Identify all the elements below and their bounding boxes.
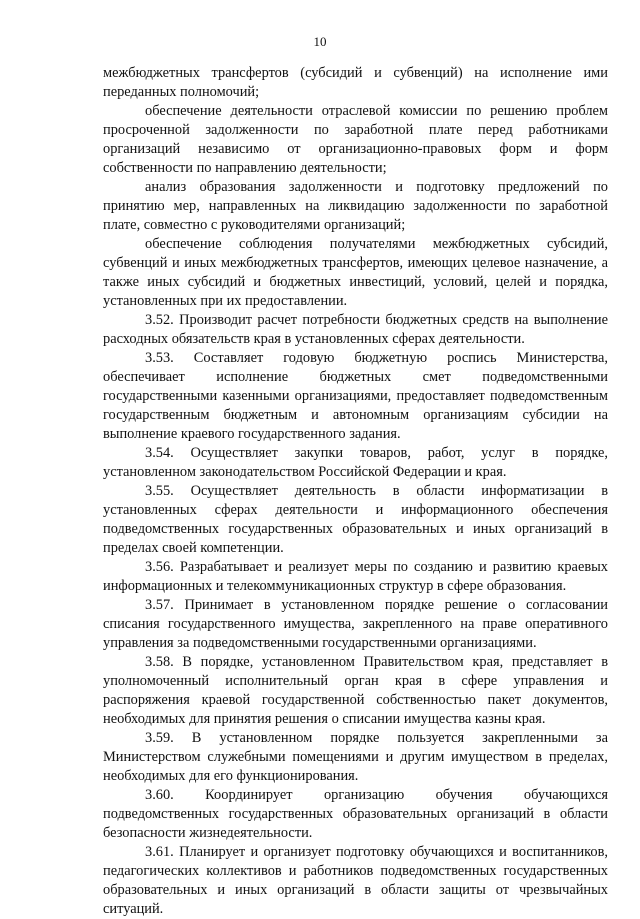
paragraph-3-53: 3.53. Составляет годовую бюджетную роспись Министерства, обеспечивает исполнение бюджетных смет подведомственными государственными казенными организациями, предоставляет подведомственным государственным бюджетным и автономным организациям субсидии на выполнение краевого государственного задания. [103,350,608,442]
paragraph-3-59: 3.59. В установленном порядке пользуется закрепленными за Министерством служебными помещениями и другим имуществом в пределах, необходимых для его функционирования. [103,730,608,784]
paragraph-continuation: межбюджетных трансфертов (субсидий и субвенций) на исполнение ими переданных полномочий; [103,65,608,100]
paragraph-3-56: 3.56. Разрабатывает и реализует меры по созданию и развитию краевых информационных и телекоммуникационных структур в сфере образования. [103,559,608,594]
paragraph-3-54: 3.54. Осуществляет закупки товаров, работ, услуг в порядке, установленном законодательством Российской Федерации и края. [103,445,608,480]
paragraph-3-61: 3.61. Планирует и организует подготовку обучающихся и воспитанников, педагогических коллективов и работников подведомственных государственных образовательных и иных организаций в области защиты от чрезвычайных ситуаций. [103,844,608,917]
paragraph-3-55: 3.55. Осуществляет деятельность в области информатизации в установленных сферах деятельности и информационного обеспечения подведомственных государственных образовательных и иных организаций в пределах своей компетенции. [103,483,608,556]
paragraph-debt-analysis: анализ образования задолженности и подготовку предложений по принятию мер, направленных на ликвидацию задолженности по заработной плате, совместно с руководителями организаций; [103,179,608,233]
document-body [103,64,608,919]
paragraph-3-58: 3.58. В порядке, установленном Правительством края, представляет в уполномоченный исполнительный орган края в сфере управления и распоряжения краевой государственной собственностью пакет документов, необходимых для принятия решения о списании имущества казны края. [103,654,608,727]
paragraph-transfers-compliance: обеспечение соблюдения получателями межбюджетных субсидий, субвенций и иных межбюджетных трансфертов, имеющих целевое назначение, а также иных субсидий и бюджетных инвестиций, условий, целей и порядка, установленных при их предоставлении. [103,236,608,309]
paragraph-commission: обеспечение деятельности отраслевой комиссии по решению проблем просроченной задолженности по заработной плате перед работниками организаций независимо от организационно-правовых форм и форм собственности по направлению деятельности; [103,103,608,176]
paragraph-3-60: 3.60. Координирует организацию обучения обучающихся подведомственных государственных образовательных организаций в области безопасности жизнедеятельности. [103,787,608,841]
page-number: 10 [313,34,327,49]
paragraph-3-52: 3.52. Производит расчет потребности бюджетных средств на выполнение расходных обязательств края в установленных сферах деятельности. [103,312,608,347]
paragraph-3-57: 3.57. Принимает в установленном порядке решение о согласовании списания государственного имущества, закрепленного на праве оперативного управления за подведомственными государственными организациями. [103,597,608,651]
